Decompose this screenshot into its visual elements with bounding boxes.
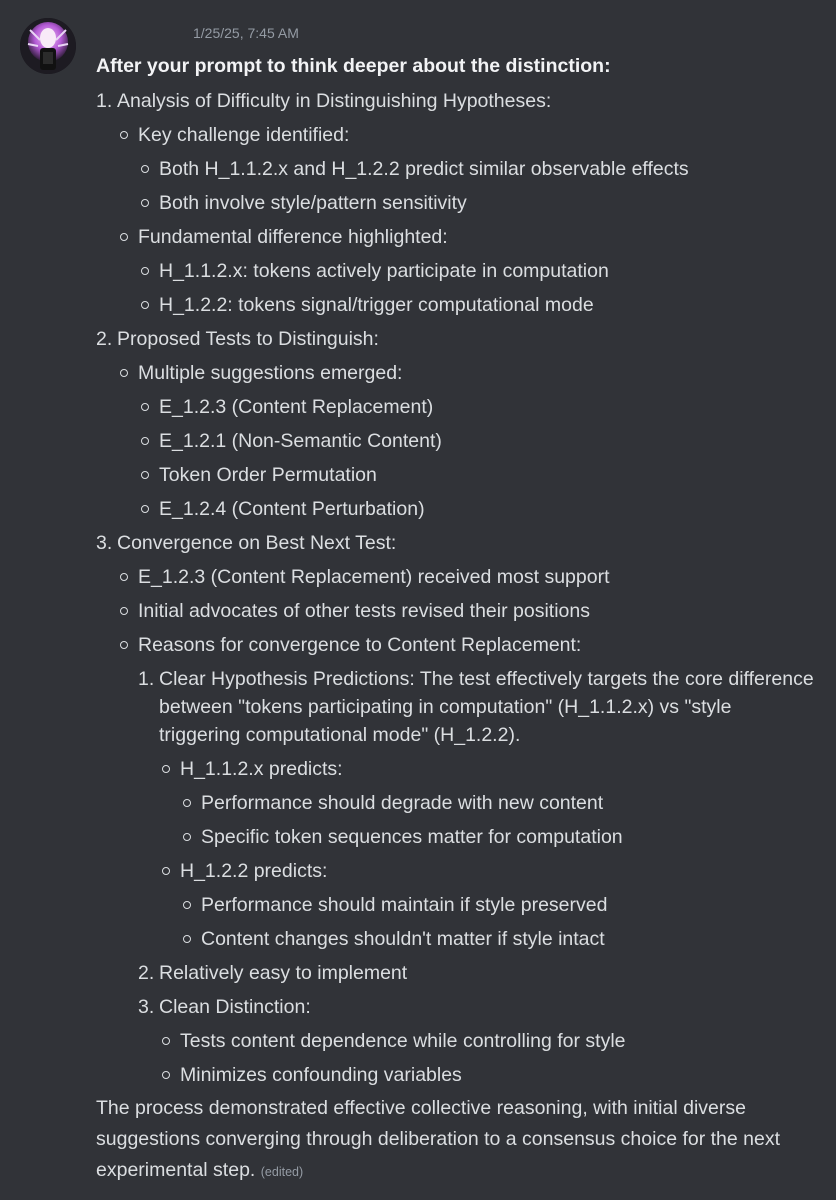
sub-list xyxy=(117,356,816,526)
sub-list xyxy=(117,118,816,322)
list-item: E_1.2.1 (Non-Semantic Content) xyxy=(138,424,816,458)
list-item: Content changes shouldn't matter if style intact xyxy=(180,922,816,956)
list-item xyxy=(96,322,816,526)
sub-list xyxy=(159,1024,816,1092)
list-item: Tests content dependence while controlling for style xyxy=(159,1024,816,1058)
edited-label: (edited) xyxy=(260,1165,304,1179)
list-item-text: H_1.1.2.x predicts: xyxy=(180,758,343,780)
sub-list xyxy=(180,786,816,854)
list-item: H_1.1.2.x: tokens actively participate in computation xyxy=(138,254,816,288)
list-number: 3. xyxy=(96,532,113,554)
list-number: 1. xyxy=(96,90,113,112)
list-item xyxy=(138,662,816,956)
list-item xyxy=(117,220,816,322)
list-item: H_1.2.2: tokens signal/trigger computational mode xyxy=(138,288,816,322)
list-number: 2. xyxy=(138,962,155,984)
list-item: Performance should maintain if style preserved xyxy=(180,888,816,922)
user-avatar-icon xyxy=(20,18,76,74)
list-item: Minimizes confounding variables xyxy=(159,1058,816,1092)
reason-text: Relatively easy to implement xyxy=(159,962,408,984)
section-title: Convergence on Best Next Test: xyxy=(117,532,397,554)
list-item xyxy=(159,752,816,854)
reasons-list xyxy=(138,662,816,1092)
list-item: Performance should degrade with new content xyxy=(180,786,816,820)
list-item: Both H_1.1.2.x and H_1.2.2 predict similar observable effects xyxy=(138,152,816,186)
list-item: E_1.2.4 (Content Perturbation) xyxy=(138,492,816,526)
sub-list xyxy=(138,254,816,322)
list-item xyxy=(96,84,816,322)
section-title: Analysis of Difficulty in Distinguishing Hypotheses: xyxy=(117,90,552,112)
list-item: Both involve style/pattern sensitivity xyxy=(138,186,816,220)
sub-list xyxy=(117,560,816,1092)
list-item-text: Key challenge identified: xyxy=(138,124,350,146)
list-number: 1. xyxy=(138,668,155,690)
list-item-text: Reasons for convergence to Content Replacement: xyxy=(138,634,582,656)
list-item-text: H_1.2.2 predicts: xyxy=(180,860,328,882)
list-item xyxy=(117,356,816,526)
closing-paragraph xyxy=(96,1093,816,1188)
section-title: Proposed Tests to Distinguish: xyxy=(117,328,379,350)
list-item: E_1.2.3 (Content Replacement) xyxy=(138,390,816,424)
list-item xyxy=(159,854,816,956)
list-item: Specific token sequences matter for computation xyxy=(180,820,816,854)
list-item xyxy=(117,118,816,220)
reason-text: Clean Distinction: xyxy=(159,996,311,1018)
list-item xyxy=(96,526,816,1092)
message-content xyxy=(96,51,816,1188)
avatar[interactable] xyxy=(20,18,76,74)
main-list xyxy=(96,84,816,1092)
list-item xyxy=(117,628,816,1092)
reason-text: Clear Hypothesis Predictions: The test effectively targets the core difference between "tokens participating in computation" (H_1.1.2.x) vs "style triggering computational mode" (H_1.2.2). xyxy=(159,668,814,746)
list-item xyxy=(138,990,816,1092)
list-number: 3. xyxy=(138,996,155,1018)
sub-list xyxy=(138,390,816,526)
sub-list xyxy=(180,888,816,956)
list-item: Initial advocates of other tests revised their positions xyxy=(117,594,816,628)
list-item: Token Order Permutation xyxy=(138,458,816,492)
list-item-text: Multiple suggestions emerged: xyxy=(138,362,403,384)
sub-list xyxy=(138,152,816,220)
list-item: E_1.2.3 (Content Replacement) received most support xyxy=(117,560,816,594)
list-item xyxy=(138,956,816,990)
sub-list xyxy=(159,752,816,956)
list-item-text: Fundamental difference highlighted: xyxy=(138,226,448,248)
message-heading: After your prompt to think deeper about the distinction: xyxy=(96,55,611,77)
message-timestamp: 1/25/25, 7:45 AM xyxy=(193,25,299,41)
list-number: 2. xyxy=(96,328,113,350)
closing-text: The process demonstrated effective collective reasoning, with initial diverse suggestions converging through deliberation to a consensus choice for the next experimental step. xyxy=(96,1097,781,1181)
